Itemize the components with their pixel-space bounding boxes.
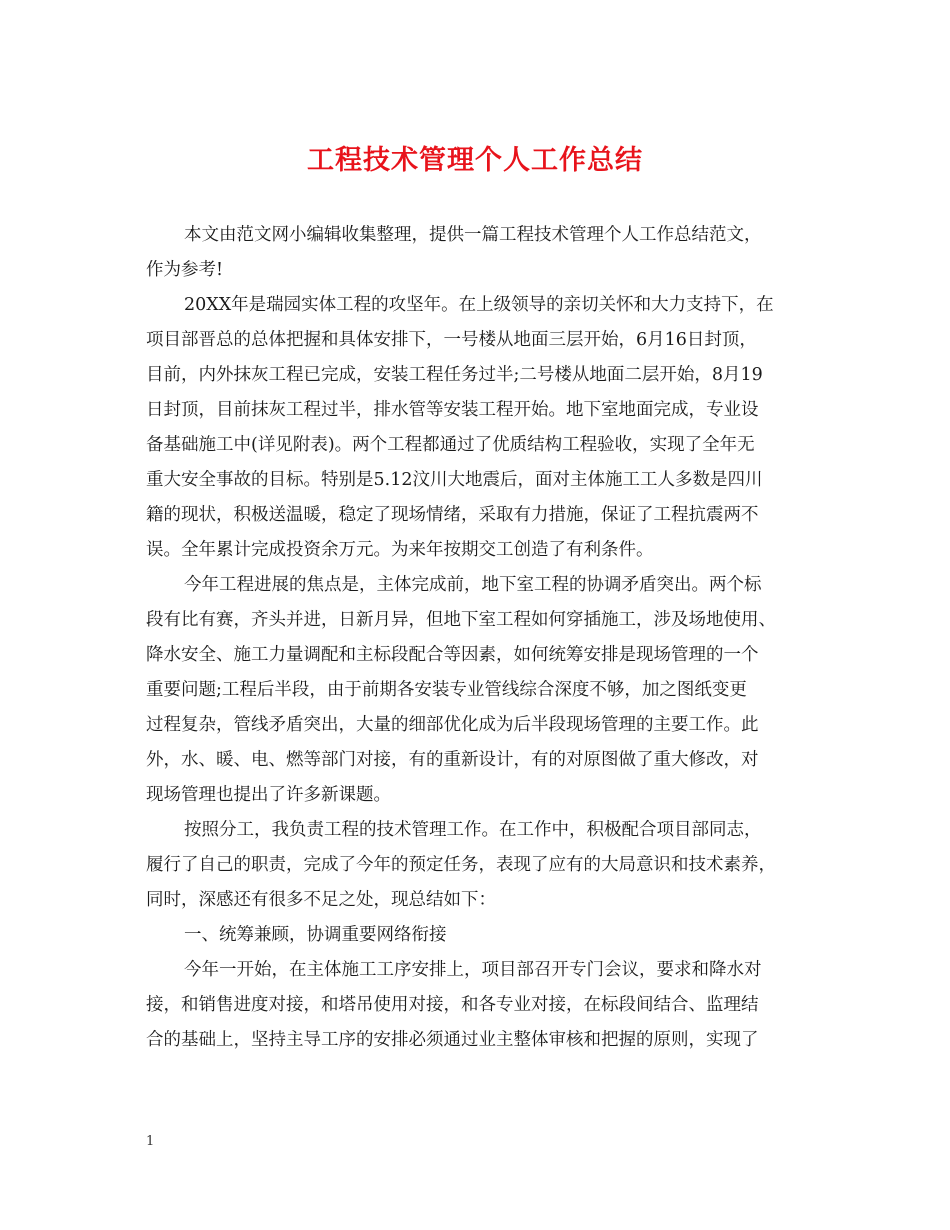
text-line: 过程复杂，管线矛盾突出，大量的细部优化成为后半段现场管理的主要工作。此: [146, 715, 759, 735]
text-line: 现场管理也提出了许多新课题。: [146, 785, 391, 805]
text-line: 降水安全、施工力量调配和主标段配合等因素，如何统筹安排是现场管理的一个: [146, 645, 759, 665]
text-line: 重要问题;工程后半段，由于前期各安装专业管线综合深度不够，加之图纸变更: [146, 680, 747, 700]
text-line: 本文由范文网小编辑收集整理，提供一篇工程技术管理个人工作总结范文，: [184, 225, 762, 245]
text-line: 误。全年累计完成投资余万元。为来年按期交工创造了有利条件。: [146, 540, 654, 560]
text-line: 今年工程进展的焦点是，主体完成前，地下室工程的协调矛盾突出。两个标: [184, 575, 762, 595]
text-line: 同时，深感还有很多不足之处，现总结如下：: [146, 890, 496, 910]
text-line: 接，和销售进度对接，和塔吊使用对接，和各专业对接，在标段间结合、监理结: [146, 995, 759, 1015]
text-line: 外，水、暖、电、燃等部门对接，有的重新设计，有的对原图做了重大修改，对: [146, 750, 759, 770]
text-line: 20XX年是瑞园实体工程的攻坚年。在上级领导的亲切关怀和大力支持下，在: [184, 295, 774, 315]
text-line: 按照分工，我负责工程的技术管理工作。在工作中，积极配合项目部同志，: [184, 820, 762, 840]
page-number: 1: [146, 1134, 155, 1149]
text-line: 目前，内外抹灰工程已完成，安装工程任务过半;二号楼从地面二层开始，8月19: [146, 365, 763, 385]
document-body: [146, 218, 806, 1058]
text-line: 作为参考!: [146, 260, 224, 280]
text-line: 备基础施工中(详见附表)。两个工程都通过了优质结构工程验收，实现了全年无: [146, 435, 755, 455]
text-line: 日封顶，目前抹灰工程过半，排水管等安装工程开始。地下室地面完成，专业设: [146, 400, 759, 420]
text-line: 一、统筹兼顾，协调重要网络衔接: [184, 925, 447, 945]
text-line: 项目部晋总的总体把握和具体安排下，一号楼从地面三层开始，6月16日封顶，: [146, 330, 757, 350]
page-title: 工程技术管理个人工作总结: [307, 145, 643, 176]
text-line: 合的基础上，坚持主导工序的安排必须通过业主整体审核和把握的原则，实现了: [146, 1030, 759, 1050]
text-line: 履行了自己的职责，完成了今年的预定任务，表现了应有的大局意识和技术素养，: [146, 855, 776, 875]
text-line: 今年一开始，在主体施工工序安排上，项目部召开专门会议，要求和降水对: [184, 960, 762, 980]
text-line: 籍的现状，积极送温暖，稳定了现场情绪，采取有力措施，保证了工程抗震两不: [146, 505, 759, 525]
text-line: 重大安全事故的目标。特别是5.12汶川大地震后，面对主体施工工人多数是四川: [146, 470, 763, 490]
text-line: 段有比有赛，齐头并进，日新月异，但地下室工程如何穿插施工，涉及场地使用、: [146, 610, 776, 630]
